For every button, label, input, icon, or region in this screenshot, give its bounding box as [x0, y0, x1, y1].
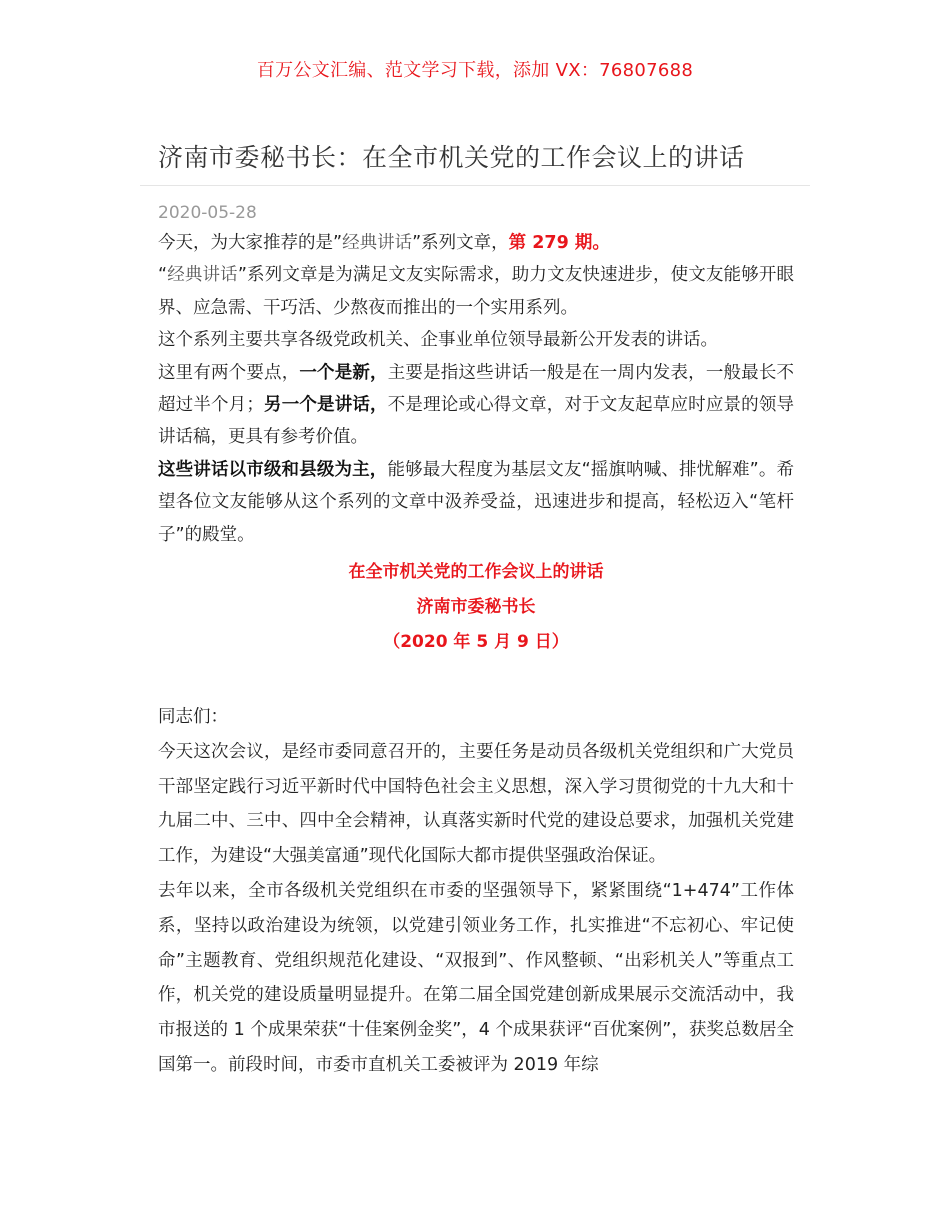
- article-date: 2020-05-28: [158, 203, 257, 223]
- promo-banner: 百万公文汇编、范文学习下载，添加 VX：76807688: [256, 60, 694, 81]
- speech-salutation: 同志们：: [158, 707, 228, 728]
- intro-paragraph-4: [158, 357, 794, 454]
- intro-text: “: [158, 265, 168, 286]
- title-divider: [140, 185, 810, 186]
- intro-paragraph-3: 这个系列主要共享各级党政机关、企事业单位领导最新公开发表的讲话。: [158, 330, 718, 351]
- intro-paragraph-1: [158, 227, 794, 259]
- speech-heading: 在全市机关党的工作会议上的讲话: [348, 562, 604, 583]
- series-name: 经典讲话: [342, 233, 413, 253]
- speech-date: （2020 年 5 月 9 日）: [383, 632, 569, 653]
- intro-paragraph-2: [158, 259, 794, 324]
- intro-text: ”系列文章是为满足文友实际需求，助力文友快速进步，使文友能够开眼界、应急需、干巧活、少熬夜而推出的一个实用系列。: [158, 265, 794, 318]
- intro-text: 主要是指这些讲话一般是在一周内发表，一般最长不超过半个月；: [158, 362, 795, 416]
- key-point-1: 一个是新，: [299, 362, 388, 383]
- speech-paragraph-2: 去年以来，全市各级机关党组织在市委的坚强领导下，紧紧围绕“1+474”工作体系，坚持以政治建设为统领，以党建引领业务工作，扎实推进“不忘初心、牢记使命”主题教育、党组织规范化建设、“双报到”、作风整顿、“出彩机关人”等重点工作，机关党的建设质量明显提升。在第二届全国党建创新成果展示交流活动中，我市报送的 1 个成果荣获“十佳案例金奖”，4 个成果获评“百优案例”，获奖总数居全国第一。前段时间，市委市直机关工委被评为 2019 年综: [158, 881, 794, 1076]
- intro-text: 这里有两个要点，: [158, 362, 300, 383]
- key-point-2: 另一个是讲话，: [263, 395, 388, 416]
- spacer: [158, 660, 794, 700]
- intro-paragraph-5: [158, 454, 794, 551]
- intro-text: 能够最大程度为基层文友“摇旗呐喊、排忧解难”。希望各位文友能够从这个系列的文章中汲养受益，迅速进步和提高，轻松迈入“笔杆子”的殿堂。: [158, 459, 794, 545]
- intro-text: 不是理论或心得文章，对于文友起草应时应景的领导讲话稿，更具有参考价值。: [158, 395, 795, 448]
- intro-text: 今天，为大家推荐的是”: [158, 233, 343, 253]
- speech-paragraph-1: 今天这次会议，是经市委同意召开的，主要任务是动员各级机关党组织和广大党员干部坚定践行习近平新时代中国特色社会主义思想，深入学习贯彻党的十九大和十九届二中、三中、四中全会精神，认真落实新时代党的建设总要求，加强机关党建工作，为建设“大强美富通”现代化国际大都市提供坚强政治保证。: [158, 741, 794, 867]
- intro-text: ”系列文章，: [412, 233, 509, 253]
- article-content: [158, 227, 794, 1083]
- article-title: 济南市委秘书长：在全市机关党的工作会议上的讲话: [158, 143, 745, 172]
- speech-speaker: 济南市委秘书长: [416, 597, 536, 618]
- key-point-3: 这些讲话以市级和县级为主，: [158, 459, 388, 480]
- issue-number: 第 279 期。: [508, 233, 610, 253]
- series-name: 经典讲话: [167, 265, 238, 286]
